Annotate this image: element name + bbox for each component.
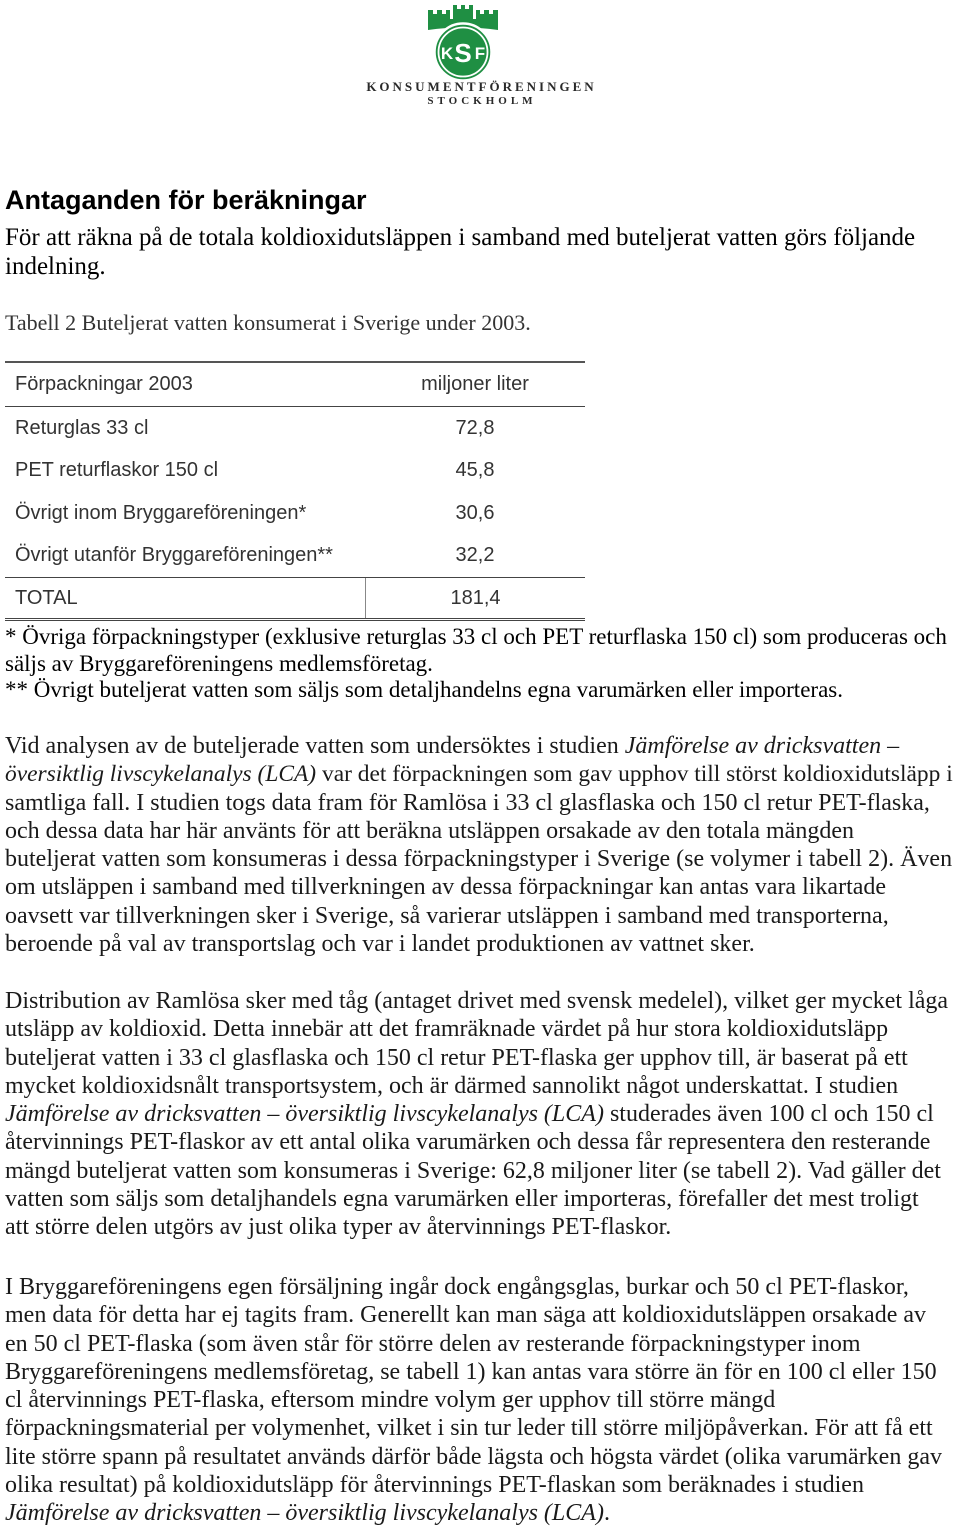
paragraph-line: För att räkna på de totala koldioxidutsläppen i samband med buteljerat vatten görs följande: [5, 224, 916, 251]
monogram-letter-s: S: [454, 38, 472, 68]
paragraph-line: [5, 845, 952, 873]
paragraph-line: [5, 1358, 937, 1386]
logo-city-name: STOCKHOLM: [427, 95, 537, 107]
paragraph-line: [5, 1471, 864, 1499]
row-value: 30,6: [455, 501, 495, 524]
footnote-line: * Övriga förpackningstyper (exklusive returglas 33 cl och PET returflaska 150 cl) som produceras och: [5, 624, 947, 649]
paragraph-line: [5, 873, 886, 901]
text-run: olika resultat) på koldioxidutsläpp för återvinnings PET-flaskan som beräknades i studien: [5, 1472, 864, 1499]
table-footnotes: [5, 624, 947, 704]
total-label: TOTAL: [15, 586, 78, 609]
paragraph-line: [5, 760, 953, 788]
footnote-line: ** Övrigt buteljerat vatten som säljs som detaljhandelns egna varumärken eller importeras.: [5, 677, 843, 702]
text-run: .: [603, 1500, 610, 1527]
paragraph-line: indelning.: [5, 253, 106, 280]
paragraph-line: [5, 1301, 926, 1329]
text-run: förpackningsmaterial per volymenhet, vilket i sin tur leder till större miljöpåverkan. För att få ett: [5, 1415, 933, 1442]
table-row: [5, 407, 585, 450]
paragraph-line: [5, 902, 889, 930]
intro-paragraph: [5, 223, 915, 281]
study-title-text: översiktlig livscykelanalys (LCA): [5, 761, 317, 788]
text-run: vatten som säljs som detaljhandels egna varumärken eller importeras, förefaller det mest troligt: [5, 1186, 919, 1213]
text-run: Distribution av Ramlösa sker med tåg (antaget drivet med svensk medelel), vilket ger mycket låga: [5, 988, 949, 1014]
paragraph-line: [5, 732, 899, 760]
body-paragraph: [5, 1273, 942, 1528]
ksf-emblem: [400, 0, 530, 86]
text-run: utsläpp av koldioxid. Detta innebär att det framräknade värdet på hur stora koldioxidutsläpp: [5, 1016, 889, 1043]
body-paragraph: [5, 732, 953, 958]
monogram-letter-f: F: [474, 44, 486, 63]
text-run: samtliga fall. I studien togs data fram för Ramlösa i 33 cl glasflaska och 150 cl retur PET-flaska,: [5, 789, 930, 816]
paragraph-line: [5, 1072, 898, 1100]
table-row: [5, 450, 585, 493]
text-run: återvinnings PET-flaskor av ett antal olika varumärken och dessa får representera den resterande: [5, 1129, 931, 1156]
monogram-letter-k: K: [440, 44, 454, 63]
table-row: [5, 535, 585, 578]
body-paragraph: [5, 987, 948, 1242]
table-row: [5, 492, 585, 535]
paragraph-line: [5, 930, 755, 958]
paragraph-line: [5, 1100, 934, 1128]
text-run: var det förpackningen som gav upphov till störst koldioxidutsläpp i: [316, 761, 953, 788]
row-label: Övrigt utanför Bryggareföreningen**: [15, 544, 333, 567]
table-header-label: Förpackningar 2003: [15, 373, 193, 395]
text-run: beroende på val av transportslag och var i landet produktionen av vattnet sker.: [5, 931, 755, 958]
text-run: Bryggareföreningens medlemsföretag, se tabell 1) kan antas vara större än för en 100 cl eller 150: [5, 1358, 937, 1385]
text-run: studerades även 100 cl och 150 cl: [603, 1101, 934, 1128]
row-value: 45,8: [455, 459, 495, 482]
paragraph-line: [5, 1273, 909, 1301]
text-run: oavsett var tillverkningen sker i Sverige, så varierar utsläppen i samband med transporterna,: [5, 902, 889, 929]
text-run: men data för detta har ej tagits fram. Generellt kan man säga att koldioxidutsläppen orsakade av: [5, 1302, 926, 1329]
row-value: 32,2: [455, 544, 495, 567]
paragraph-line: [5, 1157, 941, 1185]
study-title-text: Jämförelse av dricksvatten – översiktlig livscykelanalys (LCA): [5, 1500, 604, 1527]
paragraph-line: [5, 1443, 942, 1471]
data-table: [5, 361, 585, 621]
text-run: och dessa data har här använts för att beräkna utsläppen orsakade av den totala mängden: [5, 817, 854, 844]
paragraph-line: [5, 987, 948, 1015]
text-run: mycket koldioxidsnålt transportsystem, och är därmed sannolikt något underskattat. I studien: [5, 1072, 899, 1099]
text-run: buteljerat vatten som konsumeras i dessa förpackningstyper i Sverige (se volymer i tabell 2). Även: [5, 846, 953, 873]
logo-organization-name: KONSUMENTFÖRENINGEN: [366, 79, 597, 94]
paragraph-line: [5, 1185, 919, 1213]
text-run: cl återvinnings PET-flaska, eftersom mindre volym ger upphov till större mängd: [5, 1387, 776, 1414]
text-run: om utsläppen i samband med tillverkningen av dessa förpackningar kan antas vara likartade: [5, 874, 887, 901]
row-label: Returglas 33 cl: [15, 416, 149, 439]
paragraph-line: [5, 1499, 610, 1527]
paragraph-line: [5, 817, 854, 845]
text-run: att större delen utgörs av just olika typer av återvinnings PET-flaskor.: [5, 1214, 672, 1241]
table-caption: Tabell 2 Buteljerat vatten konsumerat i Sverige under 2003.: [5, 310, 531, 335]
table-header-unit: miljoner liter: [421, 373, 529, 395]
study-title-text: Jämförelse av dricksvatten – översiktlig livscykelanalys (LCA): [5, 1101, 604, 1128]
study-title-text: Jämförelse av dricksvatten –: [624, 733, 900, 759]
text-run: buteljerat vatten i 33 cl glasflaska och 150 cl retur PET-flaska ger upphov till, är baserat på ett: [5, 1044, 908, 1071]
paragraph-line: [5, 1128, 930, 1156]
text-run: en 50 cl PET-flaska (som även står för större delen av resterande förpackningstyper inom: [5, 1330, 861, 1357]
row-label: Övrigt inom Bryggareföreningen*: [15, 501, 307, 524]
footnote-line: säljs av Bryggareföreningens medlemsföretag.: [5, 650, 433, 676]
row-value: 72,8: [455, 416, 495, 439]
paragraph-line: [5, 1386, 775, 1414]
text-run: Vid analysen av de buteljerade vatten som undersöktes i studien: [5, 733, 625, 759]
table-total-row: [5, 577, 585, 621]
paragraph-line: [5, 1414, 933, 1442]
paragraph-line: [5, 1330, 861, 1358]
paragraph-line: [5, 789, 930, 817]
text-run: I Bryggareföreningens egen försäljning ingår dock engångsglas, burkar och 50 cl PET-flaskor,: [5, 1274, 909, 1300]
table-header-row: [5, 361, 585, 407]
text-run: mängd buteljerat vatten som konsumeras i Sverige: 62,8 miljoner liter (se tabell 2). Vad gäller det: [5, 1157, 941, 1184]
row-label: PET returflaskor 150 cl: [15, 459, 219, 482]
paragraph-line: [5, 1044, 908, 1072]
paragraph-line: [5, 1213, 671, 1241]
text-run: lite större spann på resultatet används därför både lägsta och högsta värdet (olika varumärken gav: [5, 1443, 942, 1470]
total-value: 181,4: [365, 578, 585, 618]
paragraph-line: [5, 1015, 888, 1043]
section-heading: Antaganden för beräkningar: [5, 185, 367, 215]
